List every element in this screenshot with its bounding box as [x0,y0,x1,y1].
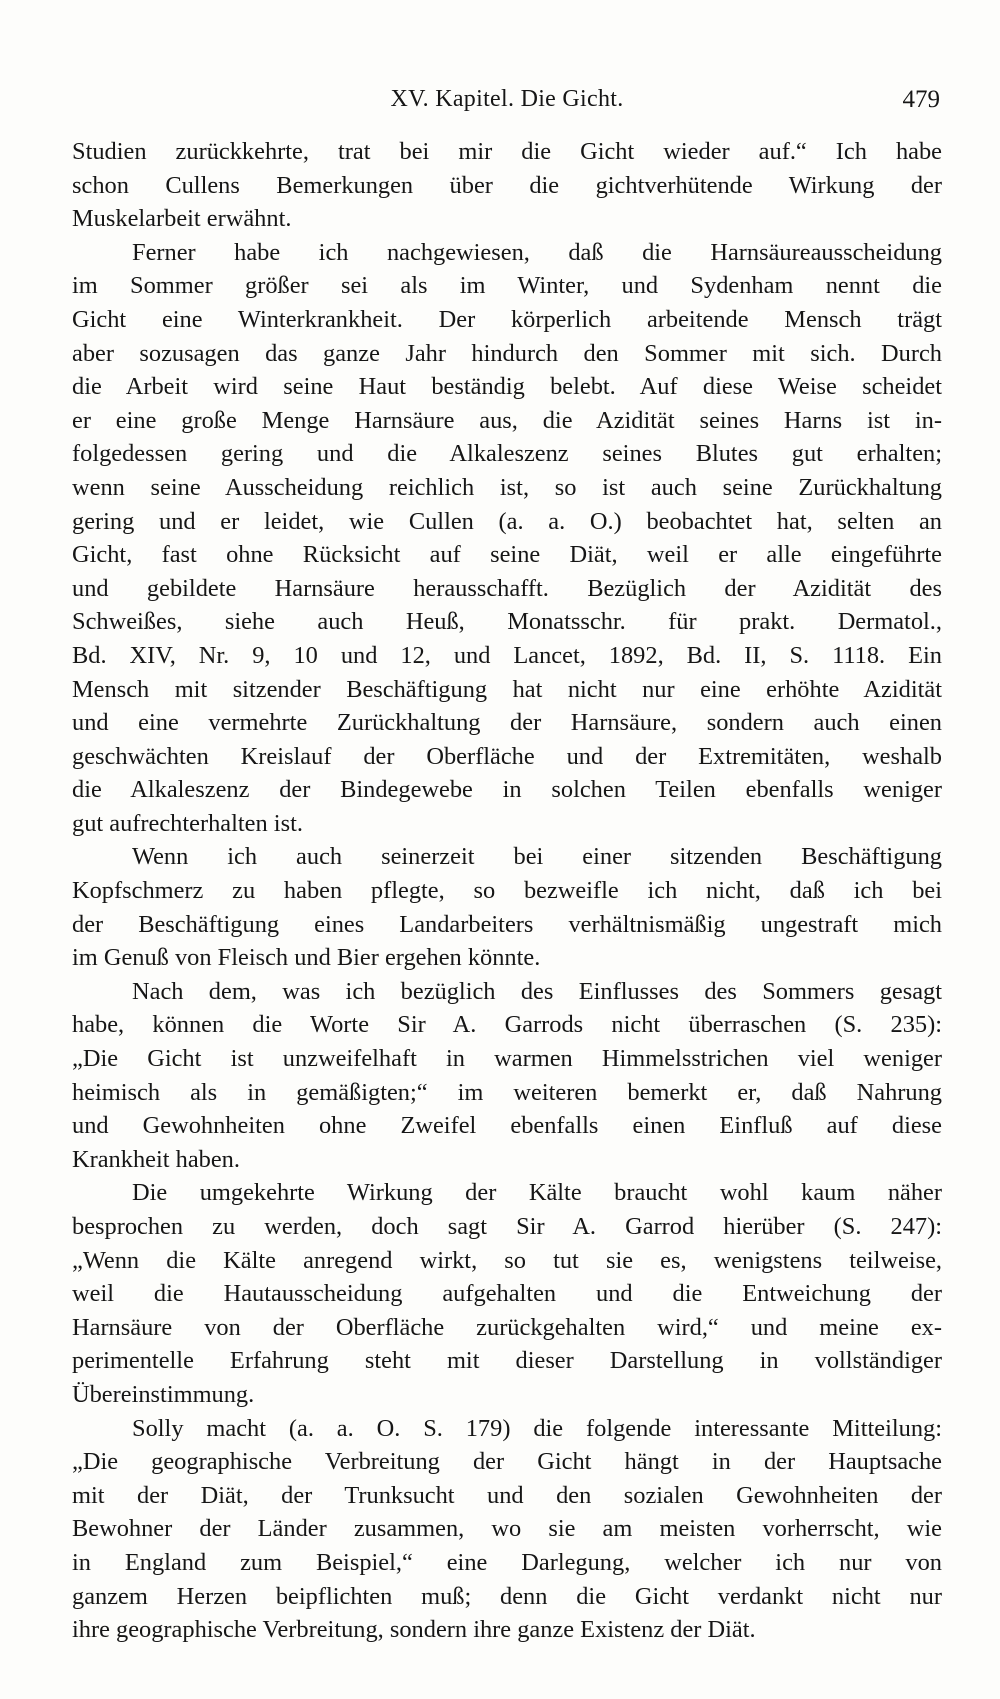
text-line: Bewohner der Länder zusammen, wo sie am meisten vorherrscht, wie [72,1515,942,1543]
paragraph-first-line: Die umgekehrte Wirkung der Kälte braucht wohl kaum näher [132,1179,942,1207]
text-line: Studien zurückkehrte, trat bei mir die Gicht wieder auf.“ Ich habe [72,138,942,165]
text-line: die Arbeit wird seine Haut beständig belebt. Auf diese Weise scheidet [72,373,942,401]
text-line: mit der Diät, der Trunksucht und den sozialen Gewohnheiten der [72,1481,942,1509]
text-line: gut aufrechterhalten ist. [72,809,303,837]
text-line: schon Cullens Bemerkungen über die gichtverhütende Wirkung der [72,171,942,199]
paragraph-first-line: Solly macht (a. a. O. S. 179) die folgende interessante Mitteilung: [132,1414,942,1442]
text-line: Mensch mit sitzender Beschäftigung hat nicht nur eine erhöhte Azidität [72,675,942,703]
text-line: Harnsäure von der Oberfläche zurückgehalten wird,“ und meine ex- [72,1313,942,1341]
text-line: habe, können die Worte Sir A. Garrods nicht überraschen (S. 235): [72,1011,942,1039]
text-line: geschwächten Kreislauf der Oberfläche und der Extremitäten, weshalb [72,742,942,770]
text-line: besprochen zu werden, doch sagt Sir A. Garrod hierüber (S. 247): [72,1213,942,1240]
text-line: ihre geographische Verbreitung, sondern ihre ganze Existenz der Diät. [72,1616,756,1644]
text-line: und eine vermehrte Zurückhaltung der Harnsäure, sondern auch einen [72,709,942,737]
text-line: perimentelle Erfahrung steht mit dieser Darstellung in vollständiger [72,1347,942,1375]
text-line: wenn seine Ausscheidung reichlich ist, so ist auch seine Zurückhaltung [72,473,942,501]
text-line: Übereinstimmung. [72,1380,255,1408]
paragraph-first-line: Wenn ich auch seinerzeit bei einer sitzenden Beschäftigung [132,843,942,871]
text-line: heimisch als in gemäßigten;“ im weiteren bemerkt er, daß Nahrung [72,1078,942,1106]
chapter-title: XV. Kapitel. Die Gicht. [390,86,624,112]
text-line: im Sommer größer sei als im Winter, und Sydenham nennt die [72,272,942,300]
text-line: er eine große Menge Harnsäure aus, die Azidität seines Harns ist in- [72,406,942,434]
text-line: Gicht, fast ohne Rücksicht auf seine Diät, weil er alle eingeführte [72,541,942,569]
text-line: folgedessen gering und die Alkaleszenz seines Blutes gut erhalten; [72,440,942,468]
text-line: Schweißes, siehe auch Heuß, Monatsschr. für prakt. Dermatol., [72,608,942,636]
text-line: Muskelarbeit erwähnt. [72,205,292,233]
text-line: Kopfschmerz zu haben pflegte, so bezweifle ich nicht, daß ich bei [72,877,942,905]
text-line: in England zum Beispiel,“ eine Darlegung, welcher ich nur von [72,1548,942,1576]
text-line: der Beschäftigung eines Landarbeiters verhältnismäßig ungestraft mich [72,910,942,938]
text-line: weil die Hautausscheidung aufgehalten und die Entweichung der [72,1280,942,1308]
text-line: und gebildete Harnsäure herausschafft. Bezüglich der Azidität des [72,574,942,602]
text-line: Krankheit haben. [72,1145,240,1173]
text-line: ganzem Herzen beipflichten muß; denn die Gicht verdankt nicht nur [72,1582,942,1610]
text-line: „Die geographische Verbreitung der Gicht hängt in der Hauptsache [72,1448,942,1476]
text-line: aber sozusagen das ganze Jahr hindurch den Sommer mit sich. Durch [72,339,942,367]
paragraph-first-line: Ferner habe ich nachgewiesen, daß die Harnsäureausscheidung [132,238,942,266]
paragraph-first-line: Nach dem, was ich bezüglich des Einflusses des Sommers gesagt [132,977,942,1005]
text-line: gering und er leidet, wie Cullen (a. a. O.) beobachtet hat, selten an [72,507,942,535]
body-text [72,135,942,1647]
text-line: die Alkaleszenz der Bindegewebe in solchen Teilen ebenfalls weniger [72,776,942,804]
text-line: Gicht eine Winterkrankheit. Der körperlich arbeitende Mensch trägt [72,305,942,333]
text-line: „Wenn die Kälte anregend wirkt, so tut sie es, wenigstens teilweise, [72,1246,942,1274]
text-line: Bd. XIV, Nr. 9, 10 und 12, und Lancet, 1892, Bd. II, S. 1118. Ein [72,641,942,669]
text-line: im Genuß von Fleisch und Bier ergehen könnte. [72,944,541,972]
page-number: 479 [902,86,940,113]
running-header [72,86,942,116]
text-line: und Gewohnheiten ohne Zweifel ebenfalls einen Einfluß auf diese [72,1112,942,1140]
text-line: „Die Gicht ist unzweifelhaft in warmen Himmelsstrichen viel weniger [72,1045,942,1073]
